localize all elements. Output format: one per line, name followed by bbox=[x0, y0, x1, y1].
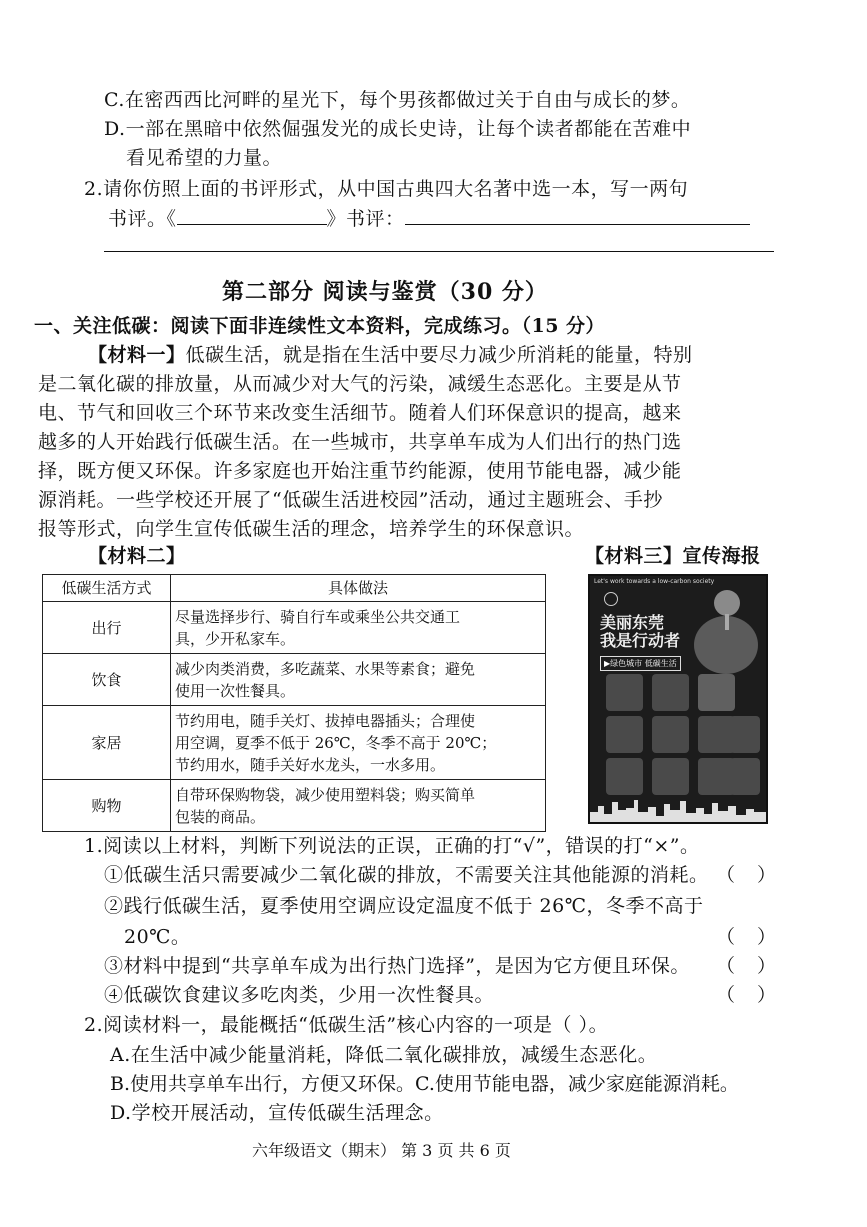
q1-answer-paren-4[interactable]: （） bbox=[716, 984, 799, 1006]
material3-label: 【材料三】宣传海报 bbox=[585, 545, 761, 567]
q2-option-b-c[interactable]: B.使用共享单车出行，方便又环保。C.使用节能电器，减少家庭能源消耗。 bbox=[110, 1073, 739, 1095]
q2-stem: 2.阅读材料一，最能概括“低碳生活”核心内容的一项是（ ）。 bbox=[84, 1014, 609, 1036]
table-cell-mode: 家居 bbox=[43, 706, 171, 780]
table-cell-practice bbox=[171, 780, 546, 832]
section1-heading: 一、关注低碳：阅读下面非连续性文本资料，完成练习。（15 分） bbox=[34, 315, 606, 337]
part2-title: 第二部分 阅读与鉴赏（30 分） bbox=[222, 279, 548, 305]
practice-line: 包装的商品。 bbox=[175, 807, 266, 826]
trash-bin-icon bbox=[730, 716, 760, 753]
material1-line6: 源消耗。一些学校还开展了“低碳生活进校园”活动，通过主题班会、手抄 bbox=[38, 489, 663, 511]
poster-slogan: ▶绿色城市 低碳生活 bbox=[600, 656, 681, 671]
material1-line1 bbox=[88, 343, 693, 367]
poster-logo-icon bbox=[604, 592, 618, 606]
question-2-line1: 2.请你仿照上面的书评形式，从中国古典四大名著中选一本，写一两句 bbox=[84, 178, 689, 200]
table-header-row bbox=[43, 575, 546, 602]
table-header-practice: 具体做法 bbox=[171, 575, 546, 602]
tree-trunk-icon bbox=[725, 614, 729, 630]
plant-icon bbox=[652, 716, 689, 753]
q1-item-2-cont: 20℃。 bbox=[124, 926, 191, 948]
practice-line: 自带环保购物袋，减少使用塑料袋；购买简单 bbox=[175, 785, 476, 804]
wind-turbine-icon bbox=[652, 758, 689, 795]
poster-title-line1: 美丽东莞 bbox=[600, 613, 665, 632]
material1-text: 低碳生活，就是指在生活中要尽力减少所消耗的能量，特别 bbox=[185, 344, 693, 366]
q1-answer-paren-1[interactable]: （） bbox=[716, 864, 799, 886]
q2-prefix: 书评。《 bbox=[108, 208, 177, 230]
q1-answer-paren-2[interactable]: （） bbox=[716, 926, 799, 948]
solar-panel-icon bbox=[606, 716, 643, 753]
q1-stem: 1.阅读以上材料，判断下列说法的正误，正确的打“√”，错误的打“×”。 bbox=[84, 835, 700, 857]
q1-item-3: ③材料中提到“共享单车成为出行热门选择”，是因为它方便且环保。 bbox=[104, 955, 690, 977]
practice-line: 尽量选择步行、骑自行车或乘坐公共交通工 bbox=[175, 607, 461, 626]
table-row bbox=[43, 602, 546, 654]
poster-title-line2: 我是行动者 bbox=[600, 631, 681, 650]
page-footer: 六年级语文（期末） 第 3 页 共 6 页 bbox=[252, 1141, 511, 1160]
poster-top-text: Let's work towards a low-carbon society bbox=[594, 578, 715, 585]
table-row bbox=[43, 654, 546, 706]
cloud-icon bbox=[698, 674, 735, 711]
material1-label: 【材料一】 bbox=[88, 344, 186, 366]
q2-option-d[interactable]: D.学校开展活动，宣传低碳生活理念。 bbox=[110, 1102, 444, 1124]
table-row bbox=[43, 706, 546, 780]
table-cell-practice bbox=[171, 602, 546, 654]
q1-item-4: ④低碳饮食建议多吃肉类，少用一次性餐具。 bbox=[104, 984, 495, 1006]
bicycle-icon bbox=[730, 758, 760, 795]
material1-line5: 择，既方便又环保。许多家庭也开始注重节约能源，使用节能电器，减少能 bbox=[38, 460, 682, 482]
book-title-blank[interactable] bbox=[177, 224, 327, 225]
practice-line: 具，少开私家车。 bbox=[175, 629, 296, 648]
table-cell-practice bbox=[171, 654, 546, 706]
earth-tree-icon bbox=[652, 674, 689, 711]
answer-line[interactable] bbox=[104, 251, 774, 252]
practice-line: 用空调，夏季不低于 26℃，冬季不高于 20℃； bbox=[175, 733, 497, 752]
material1-line7: 报等形式，向学生宣传低碳生活的理念，培养学生的环保意识。 bbox=[38, 518, 585, 540]
table-cell-mode: 出行 bbox=[43, 602, 171, 654]
practice-line: 节约用水，随手关好水龙头，一水多用。 bbox=[175, 755, 446, 774]
option-c: C.在密西西比河畔的星光下，每个男孩都做过关于自由与成长的梦。 bbox=[104, 89, 691, 111]
practice-line: 减少肉类消费，多吃蔬菜、水果等素食；避免 bbox=[175, 659, 476, 678]
q2-option-a[interactable]: A.在生活中减少能量消耗，降低二氧化碳排放，减缓生态恶化。 bbox=[110, 1044, 658, 1066]
tree-icon bbox=[714, 590, 740, 616]
low-carbon-table bbox=[42, 574, 546, 832]
question-2-line2 bbox=[108, 207, 750, 231]
book-review-blank[interactable] bbox=[405, 224, 750, 225]
q2-middle: 》书评： bbox=[326, 208, 405, 230]
material1-line4: 越多的人开始践行低碳生活。在一些城市，共享单车成为人们出行的热门选 bbox=[38, 431, 682, 453]
q1-answer-paren-3[interactable]: （） bbox=[716, 955, 799, 977]
hand-water-icon bbox=[606, 674, 643, 711]
option-d-line2: 看见希望的力量。 bbox=[126, 147, 283, 169]
option-d-line1: D.一部在黑暗中依然倔强发光的成长史诗，让每个读者都能在苦难中 bbox=[104, 118, 692, 140]
promo-poster bbox=[588, 574, 768, 824]
city-skyline-icon bbox=[590, 798, 766, 822]
material1-line2: 是二氧化碳的排放量，从而减少对大气的污染，减缓生态恶化。主要是从节 bbox=[38, 373, 682, 395]
material2-label: 【材料二】 bbox=[88, 545, 186, 567]
table-cell-mode: 饮食 bbox=[43, 654, 171, 706]
table-row bbox=[43, 780, 546, 832]
table-cell-practice bbox=[171, 706, 546, 780]
practice-line: 使用一次性餐具。 bbox=[175, 681, 296, 700]
practice-line: 节约用电，随手关灯、拔掉电器插头；合理使 bbox=[175, 711, 476, 730]
table-header-mode: 低碳生活方式 bbox=[43, 575, 171, 602]
traffic-light-icon bbox=[606, 758, 643, 795]
q1-item-2: ②践行低碳生活，夏季使用空调应设定温度不低于 26℃，冬季不高于 bbox=[104, 895, 704, 917]
table-cell-mode: 购物 bbox=[43, 780, 171, 832]
material1-line3: 电、节气和回收三个环节来改变生活细节。随着人们环保意识的提高，越来 bbox=[38, 402, 682, 424]
q1-item-1: ①低碳生活只需要减少二氧化碳的排放，不需要关注其他能源的消耗。 bbox=[104, 864, 709, 886]
